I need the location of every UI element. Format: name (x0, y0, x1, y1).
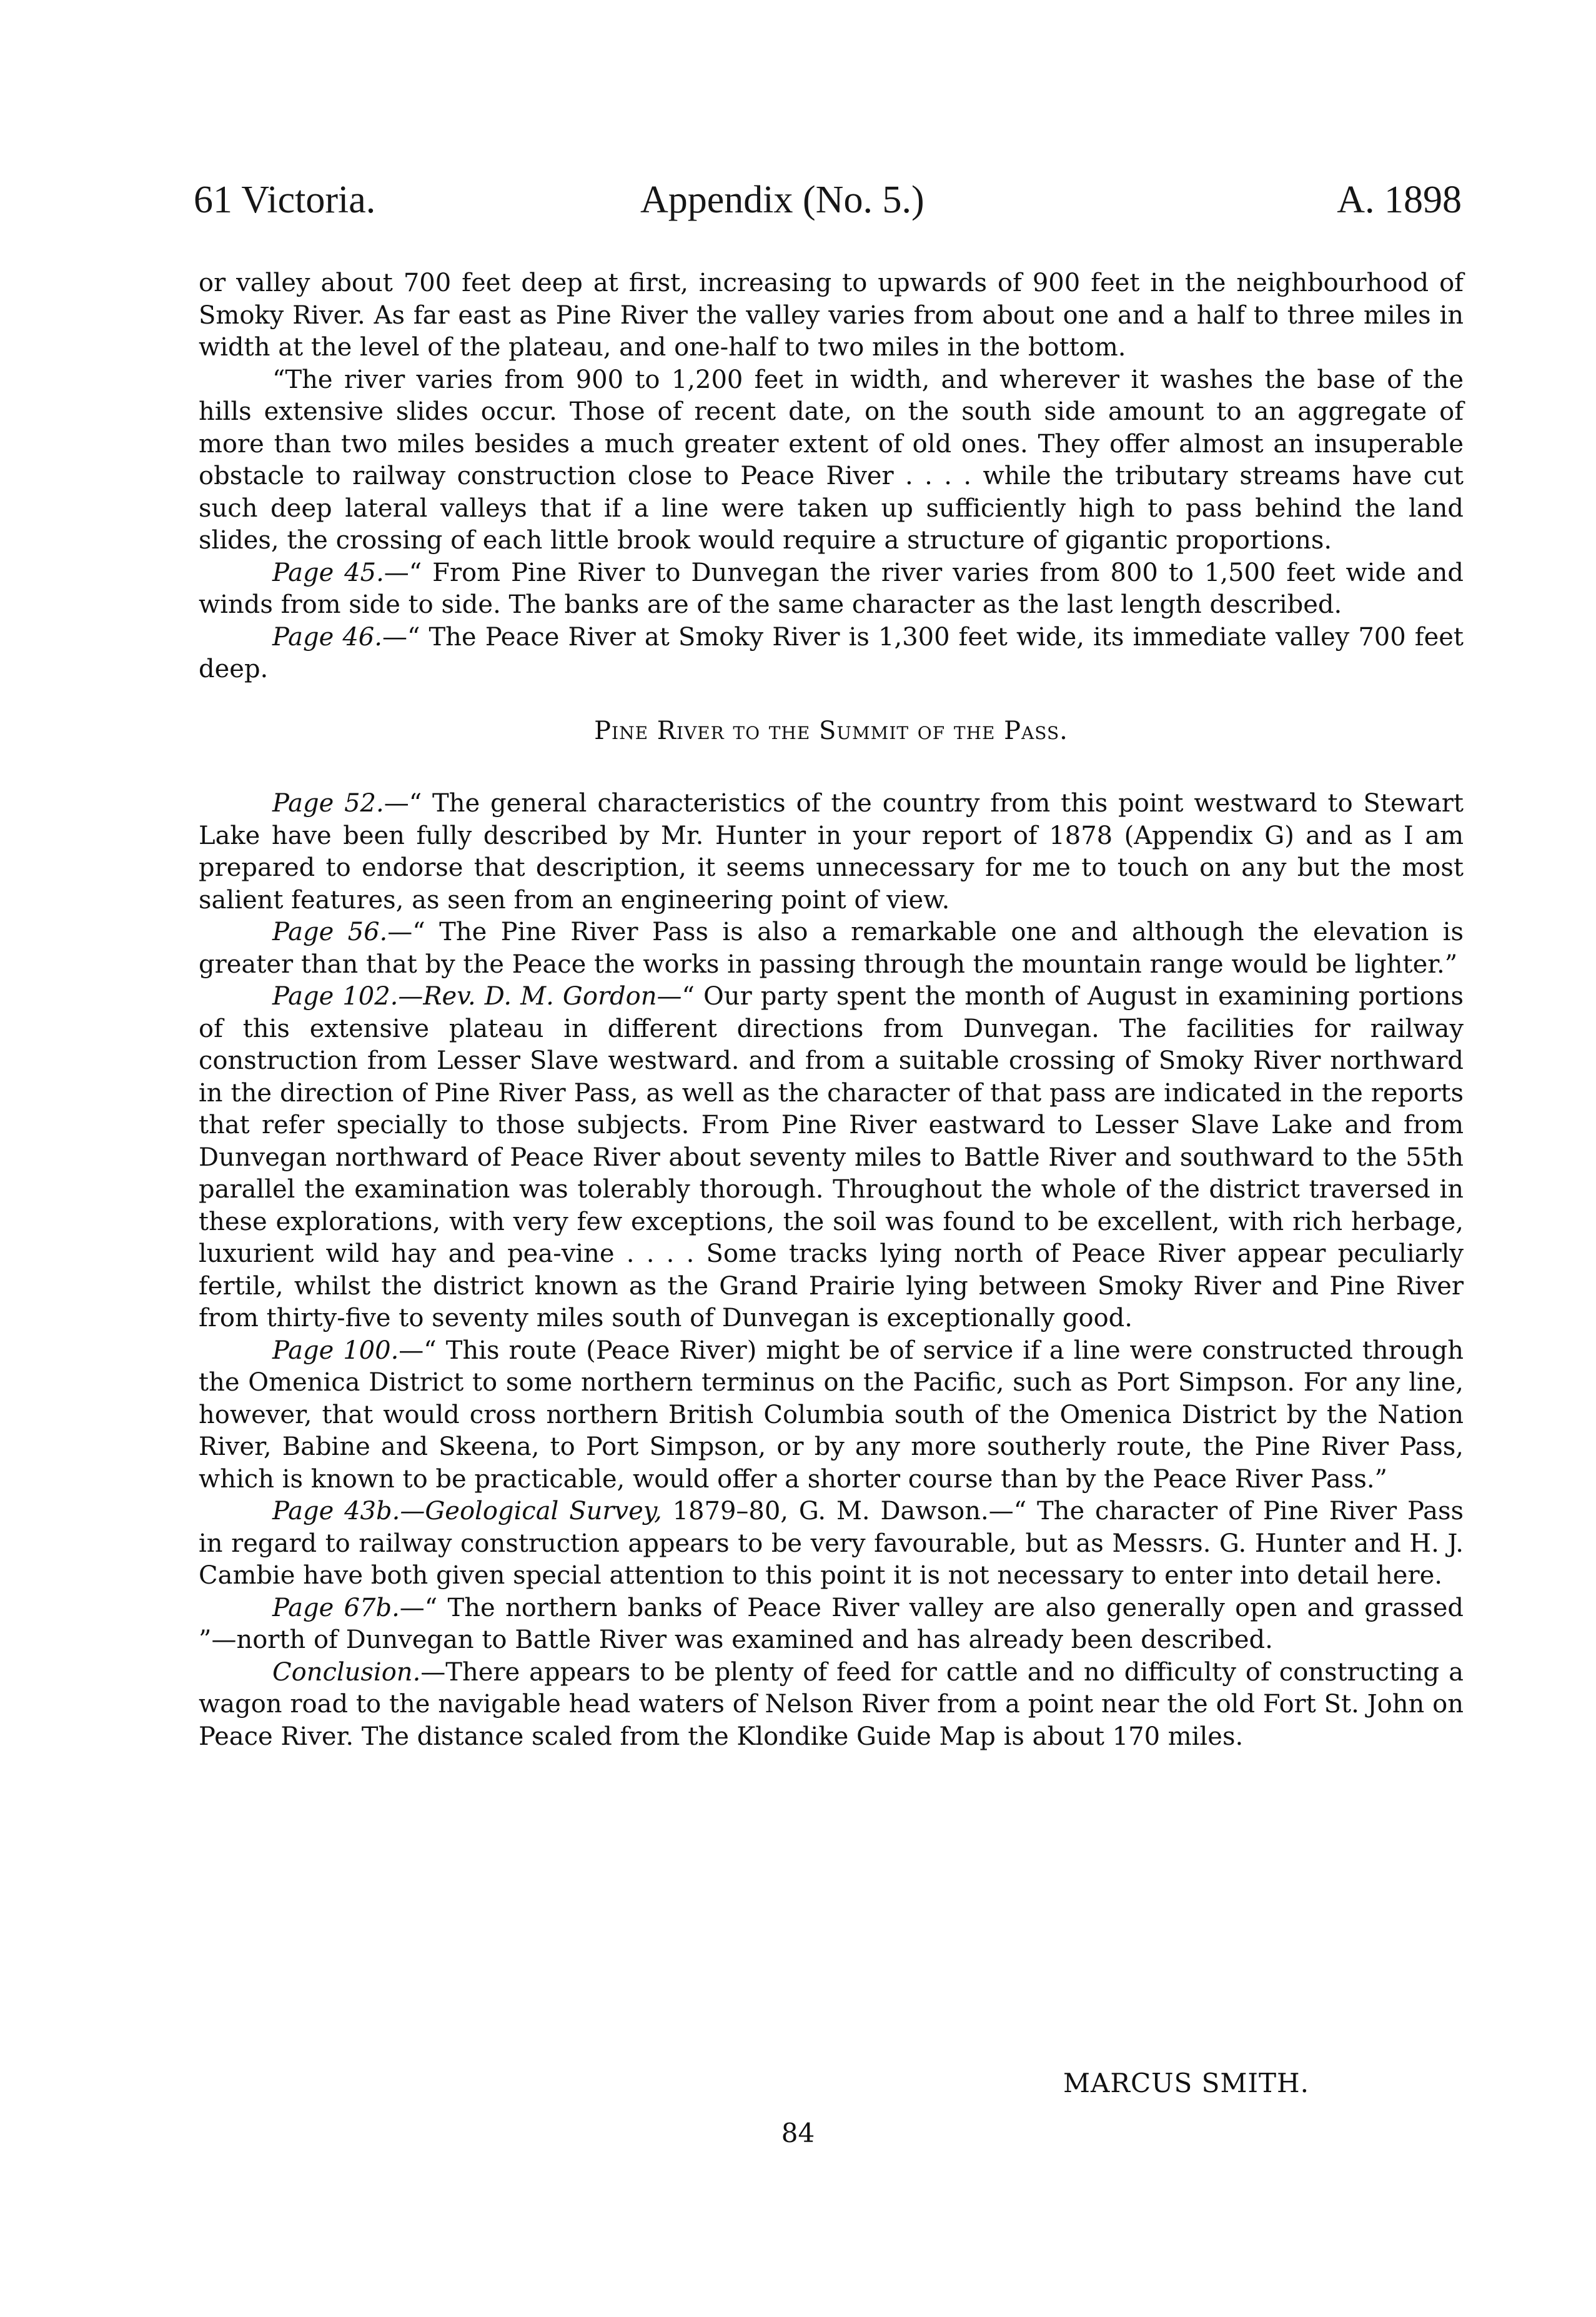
signature: MARCUS SMITH. (1063, 2068, 1309, 2098)
paragraph (199, 788, 1464, 916)
paragraph: or valley about 700 feet deep at first, increasing to upwards of 900 feet in the neighbourhood of Smoky River. As far east as Pine River the valley varies from about one and a half to three miles in width at the level of the plateau, and one-half to two miles in the bottom. (199, 269, 1464, 362)
paragraph-lead: Page 43b.—Geological Survey, (272, 1497, 662, 1526)
header-year: A. 1898 (1337, 179, 1462, 221)
paragraph-body: —“ The general characteristics of the country from this point westward to Stewart Lake have been fully described by Mr. Hunter in your report of 1878 (Appendix G) and as I am prepared to endorse that description, it seems unnecessary for me to touch on any but the most salient features, as seen from an engineering point of view. (199, 789, 1464, 915)
paragraph-lead: Page 102.—Rev. D. M. Gordon— (272, 982, 682, 1011)
paragraph-body: “ Our party spent the month of August in examining portions of this extensive plateau in different directions from Dunvegan. The facilities for railway construction from Lesser Slave westward. and from a suitable crossing of Smoky River northward in the direction of Pine River Pass, as well as the character of that pass are indicated in the reports that refer specially to those subjects. From Pine River eastward to Lesser Slave Lake and from Dunvegan northward of Peace River about seventy miles to Battle River and southward to the 55th parallel the examination was tolerably thorough. Throughout the whole of the district traversed in these explorations, with very few exceptions, the soil was found to be excellent, with rich herbage, luxurient wild hay and pea-vine . . . . Some tracks lying north of Peace River appear peculiarly fertile, whilst the district known as the Grand Prairie lying between Smoky River and Pine River from thirty-five to seventy miles south of Dunvegan is exceptionally good. (199, 982, 1464, 1332)
running-header (194, 169, 1462, 231)
paragraph-lead: Page 46. (272, 622, 382, 652)
section-heading-text: Pine River to the Summit of the Pass. (594, 716, 1068, 745)
paragraph-body: 1879–80, G. M. Dawson.—“ The character of Pine River Pass in regard to railway construction appears to be very favourable, but as Messrs. G. Hunter and H. J. Cambie have both given special attention to this point it is not necessary to enter into detail here. (199, 1497, 1464, 1590)
paragraph-body: —“ The Pine River Pass is also a remarkable one and although the elevation is greater than that by the Peace the works in passing through the mountain range would be lighter.” (199, 918, 1464, 979)
paragraph (199, 981, 1464, 1335)
paragraph-lead: Page 56. (272, 918, 388, 946)
paragraph-lead: Page 52. (272, 789, 384, 818)
paragraph-body: —“ The northern banks of Peace River valley are also generally open and grassed ”—north of Dunvegan to Battle River was examined and has already been described. (199, 1593, 1464, 1654)
paragraph-lead: Page 67b. (272, 1593, 400, 1622)
paragraph-body: —“ This route (Peace River) might be of service if a line were constructed through the Omenica District to some northern terminus on the Pacific, such as Port Simpson. For any line, however, that would cross northern British Columbia south of the Omenica District by the Nation River, Babine and Skeena, to Port Simpson, or by any more southerly route, the Pine River Pass, which is known to be practicable, would offer a shorter course than by the Peace River Pass.” (199, 1336, 1464, 1494)
body-text (199, 267, 1464, 1753)
paragraph (199, 916, 1464, 981)
page-number: 84 (781, 2118, 815, 2148)
paragraph (199, 1657, 1464, 1754)
header-session: 61 Victoria. (194, 179, 376, 221)
paragraph-body: —There appears to be plenty of feed for cattle and no difficulty of constructing a wagon road to the navigable head waters of Nelson River from a point near the old Fort St. John on Peace River. The distance scaled from the Klondike Guide Map is about 170 miles. (199, 1657, 1464, 1751)
paragraph-lead: Page 100. (272, 1336, 399, 1365)
paragraph-lead: Conclusion. (272, 1657, 421, 1687)
paragraph (199, 1592, 1464, 1657)
section-heading (199, 715, 1464, 748)
paragraph-body: —“ The Peace River at Smoky River is 1,300 feet wide, its immediate valley 700 feet deep. (199, 622, 1464, 683)
paragraph-body: —“ From Pine River to Dunvegan the river varies from 800 to 1,500 feet wide and winds from side to side. The banks are of the same character as the last length described. (199, 558, 1464, 619)
paragraph (199, 557, 1464, 622)
paragraph (199, 1496, 1464, 1592)
header-appendix: Appendix (No. 5.) (640, 179, 924, 221)
paragraph-lead: Page 45. (272, 558, 384, 587)
paragraph (199, 1335, 1464, 1496)
paragraph: “The river varies from 900 to 1,200 feet in width, and wherever it washes the base of the hills extensive slides occur. Those of recent date, on the south side amount to an aggregate of more than two miles besides a much greater extent of old ones. They offer almost an insuperable obstacle to railway construction close to Peace River . . . . while the tributary streams have cut such deep lateral valleys that if a line were taken up sufficiently high to pass behind the land slides, the crossing of each little brook would require a structure of gigantic proportions. (199, 365, 1464, 555)
paragraph (199, 622, 1464, 686)
